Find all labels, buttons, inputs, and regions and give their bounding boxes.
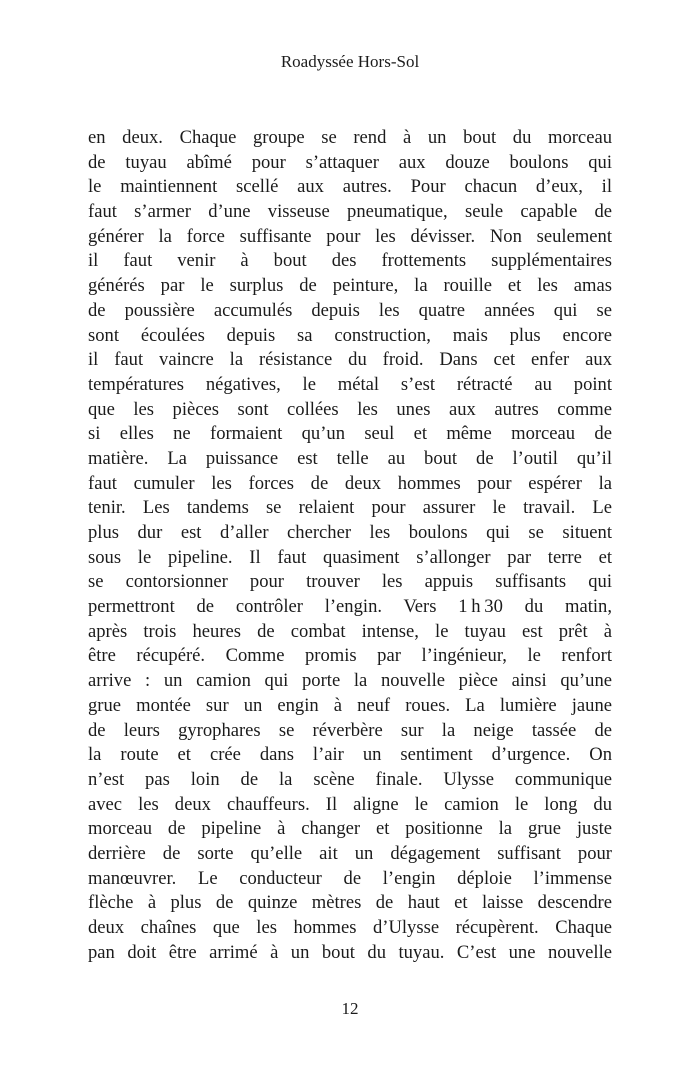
text-line: générés par le surplus de peinture, la rouille et les amas [88, 275, 612, 297]
text-line: manœuvrer. Le conducteur de l’engin déploie l’immense [88, 867, 612, 889]
text-line: tenir. Les tandems se relaient pour assurer le travail. Le [88, 497, 612, 519]
text-line: en deux. Chaque groupe se rend à un bout du morceau [88, 127, 612, 148]
running-header: Roadyssée Hors-Sol [280, 52, 420, 71]
text-line: pan doit être arrimé à un bout du tuyau. C’est une nouvelle [88, 941, 612, 963]
text-line: de leurs gyrophares se réverbère sur la neige tassée de [88, 719, 612, 741]
text-line: le maintiennent scellé aux autres. Pour chacun d’eux, il [88, 176, 612, 198]
text-line: plus dur est d’aller chercher les boulons qui se situent [88, 522, 612, 543]
text-line: flèche à plus de quinze mètres de haut et laisse descendre [88, 892, 612, 914]
text-line: derrière de sorte qu’elle ait un dégagement suffisant pour [88, 842, 612, 864]
text-line: de poussière accumulés depuis les quatre années qui se [88, 299, 612, 321]
text-line: sous le pipeline. Il faut quasiment s’allonger par terre et [88, 546, 612, 568]
text-line: faut s’armer d’une visseuse pneumatique, seule capable de [88, 201, 612, 223]
body-text [88, 126, 612, 965]
text-line: morceau de pipeline à changer et positionne la grue juste [88, 818, 612, 840]
text-line: n’est pas loin de la scène finale. Ulysse communique [88, 768, 612, 790]
text-line: faut cumuler les forces de deux hommes pour espérer la [88, 472, 612, 494]
text-line: de tuyau abîmé pour s’attaquer aux douze boulons qui [88, 151, 612, 173]
text-line: être récupéré. Comme promis par l’ingénieur, le renfort [88, 645, 612, 667]
text-line: la route et crée dans l’air un sentiment d’urgence. On [88, 744, 612, 766]
text-line: permettront de contrôler l’engin. Vers 1 h 30 du matin, [88, 596, 612, 618]
text-line: sont écoulées depuis sa construction, mais plus encore [88, 324, 612, 346]
text-line: après trois heures de combat intense, le tuyau est prêt à [88, 620, 612, 642]
text-line: grue montée sur un engin à neuf roues. La lumière jaune [88, 694, 612, 716]
page-number: 12 [341, 999, 359, 1018]
text-line: que les pièces sont collées les unes aux autres comme [88, 398, 612, 420]
text-line: deux chaînes que les hommes d’Ulysse récupèrent. Chaque [88, 917, 612, 938]
text-line: se contorsionner pour trouver les appuis suffisants qui [88, 571, 612, 593]
text-line: il faut vaincre la résistance du froid. Dans cet enfer aux [88, 349, 612, 371]
text-line: générer la force suffisante pour les dévisser. Non seulement [88, 225, 612, 247]
text-line: arrive : un camion qui porte la nouvelle pièce ainsi qu’une [88, 670, 612, 692]
text-line: températures négatives, le métal s’est rétracté au point [88, 373, 612, 395]
text-line: il faut venir à bout des frottements supplémentaires [88, 250, 612, 272]
text-line: avec les deux chauffeurs. Il aligne le camion le long du [88, 793, 612, 815]
text-line: si elles ne formaient qu’un seul et même morceau de [88, 423, 612, 445]
text-line: matière. La puissance est telle au bout de l’outil qu’il [88, 447, 612, 469]
